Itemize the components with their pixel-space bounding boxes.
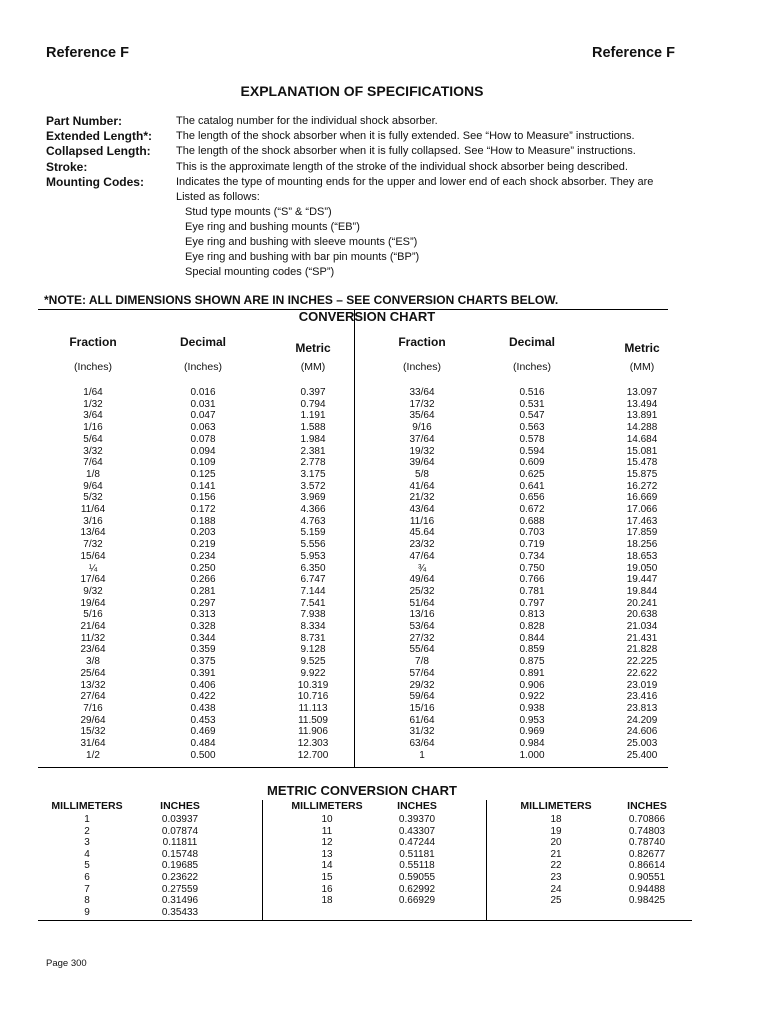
dimensions-note: *NOTE: ALL DIMENSIONS SHOWN ARE IN INCHES – SEE CONVERSION CHARTS BELOW. — [44, 293, 559, 307]
millimeters-column: 1 2 3 4 5 6 7 8 9 — [84, 814, 90, 918]
inches-column: 0.70866 0.74803 0.78740 0.82677 0.86614 0.90551 0.94488 0.98425 — [628, 814, 666, 907]
metric-chart-title: METRIC CONVERSION CHART — [267, 783, 457, 798]
spec-term: Collapsed Length: — [46, 144, 151, 159]
spec-term: Mounting Codes: — [46, 174, 144, 189]
spec-stroke — [46, 159, 628, 175]
metric-unit: (MM) — [629, 361, 655, 373]
inches-column: 0.03937 0.07874 0.11811 0.15748 0.19685 0.23622 0.27559 0.31496 0.35433 — [161, 814, 199, 918]
divider — [354, 309, 355, 767]
specifications — [46, 114, 654, 280]
fraction-unit: (Inches) — [403, 361, 441, 373]
inches-header: INCHES — [627, 800, 667, 812]
divider — [486, 800, 487, 920]
fraction-header: Fraction — [398, 335, 446, 349]
list-item: Stud type mounts (“S” & “DS”) — [185, 206, 332, 219]
fraction-unit: (Inches) — [74, 361, 112, 373]
spec-term: Extended Length*: — [46, 129, 153, 144]
spec-desc: The length of the shock absorber when it is fully collapsed. See “How to Measure” instructions. — [176, 145, 636, 158]
spec-desc: This is the approximate length of the stroke of the individual shock absorber being described. — [176, 160, 628, 173]
spec-mounting-codes — [46, 174, 654, 190]
metric-unit: (MM) — [300, 361, 326, 373]
page-title: EXPLANATION OF SPECIFICATIONS — [240, 83, 484, 99]
list-item: Eye ring and bushing with bar pin mounts (“BP”) — [185, 251, 420, 264]
decimal-unit: (Inches) — [513, 361, 551, 373]
metric-header: Metric — [295, 341, 331, 355]
divider — [38, 767, 668, 768]
millimeters-column: 10 11 12 13 14 15 16 18 — [321, 814, 333, 907]
page-number: Page 300 — [46, 958, 87, 969]
header-right: Reference F — [592, 45, 676, 61]
mounting-code-list — [46, 205, 419, 280]
metric-header: Metric — [624, 341, 660, 355]
divider — [262, 800, 263, 920]
list-item: Eye ring and bushing mounts (“EB”) — [185, 221, 360, 234]
spec-listed-as — [46, 190, 419, 205]
conversion-chart-title: CONVERSION CHART — [298, 309, 436, 324]
metric-column: 13.097 13.494 13.891 14.288 14.684 15.081 15.478 15.875 16.272 16.669 17.066 17.463 17.859 18.256 18.653 19.050 19.447 19.844 20.241 20.638 21.034 21.431 21.828 22.225 22.622 23.019 23.416 23.813 24.209 24.606 25.003 25.400 — [626, 387, 658, 761]
spec-desc: Indicates the type of mounting ends for the upper and lower end of each shock absorber. They are — [176, 175, 654, 188]
decimal-column: 0.016 0.031 0.047 0.063 0.078 0.094 0.109 0.125 0.141 0.156 0.172 0.188 0.203 0.219 0.234 0.250 0.266 0.281 0.297 0.313 0.328 0.344 0.359 0.375 0.391 0.406 0.422 0.438 0.453 0.469 0.484 0.500 — [190, 387, 216, 761]
millimeters-header: MILLIMETERS — [51, 800, 123, 812]
decimal-header: Decimal — [508, 335, 556, 349]
list-item: Eye ring and bushing with sleeve mounts (“ES”) — [185, 236, 418, 249]
millimeters-header: MILLIMETERS — [520, 800, 592, 812]
spec-part-number — [46, 114, 438, 129]
spec-collapsed-length — [46, 144, 636, 159]
divider — [38, 920, 692, 921]
fraction-column: 1/64 1/32 3/64 1/16 5/64 3/32 7/64 1/8 9/64 5/32 11/64 3/16 13/64 7/32 15/64 ¼ 17/64 9/32 19/64 5/16 21/64 11/32 23/64 3/8 25/64 13/32 27/64 7/16 29/64 15/32 31/64 1/2 — [80, 387, 106, 761]
fraction-column: 33/64 17/32 35/64 9/16 37/64 19/32 39/64 5/8 41/64 21/32 43/64 11/16 45.64 23/32 47/64 ¾ 49/64 25/32 51/64 13/16 53/64 27/32 55/64 7/8 57/64 29/32 59/64 15/16 61/64 31/32 63/64 1 — [409, 387, 435, 761]
metric-column: 0.397 0.794 1.191 1.588 1.984 2.381 2.778 3.175 3.572 3.969 4.366 4.763 5.159 5.556 5.953 6.350 6.747 7.144 7.541 7.938 8.334 8.731 9.128 9.525 9.922 10.319 10.716 11.113 11.509 11.906 12.303 12.700 — [297, 387, 329, 761]
spec-desc: The length of the shock absorber when it is fully extended. See “How to Measure” instructions. — [176, 130, 635, 143]
inches-header: INCHES — [397, 800, 437, 812]
decimal-column: 0.516 0.531 0.547 0.563 0.578 0.594 0.609 0.625 0.641 0.656 0.672 0.688 0.703 0.719 0.734 0.750 0.766 0.781 0.797 0.813 0.828 0.844 0.859 0.875 0.891 0.906 0.922 0.938 0.953 0.969 0.984 1.000 — [519, 387, 545, 761]
spec-term: Part Number: — [46, 114, 123, 128]
spec-term: Stroke: — [46, 159, 88, 174]
spec-extended-length — [46, 129, 635, 144]
list-item: Special mounting codes (“SP”) — [185, 266, 335, 279]
millimeters-header: MILLIMETERS — [291, 800, 363, 812]
inches-header: INCHES — [160, 800, 200, 812]
listed-as-text: Listed as follows: — [176, 190, 260, 203]
decimal-header: Decimal — [179, 335, 227, 349]
decimal-unit: (Inches) — [184, 361, 222, 373]
millimeters-column: 18 19 20 21 22 23 24 25 — [550, 814, 562, 907]
header-left: Reference F — [46, 45, 130, 61]
spec-desc: The catalog number for the individual shock absorber. — [176, 115, 438, 127]
inches-column: 0.39370 0.43307 0.47244 0.51181 0.55118 0.59055 0.62992 0.66929 — [398, 814, 436, 907]
fraction-header: Fraction — [69, 335, 117, 349]
